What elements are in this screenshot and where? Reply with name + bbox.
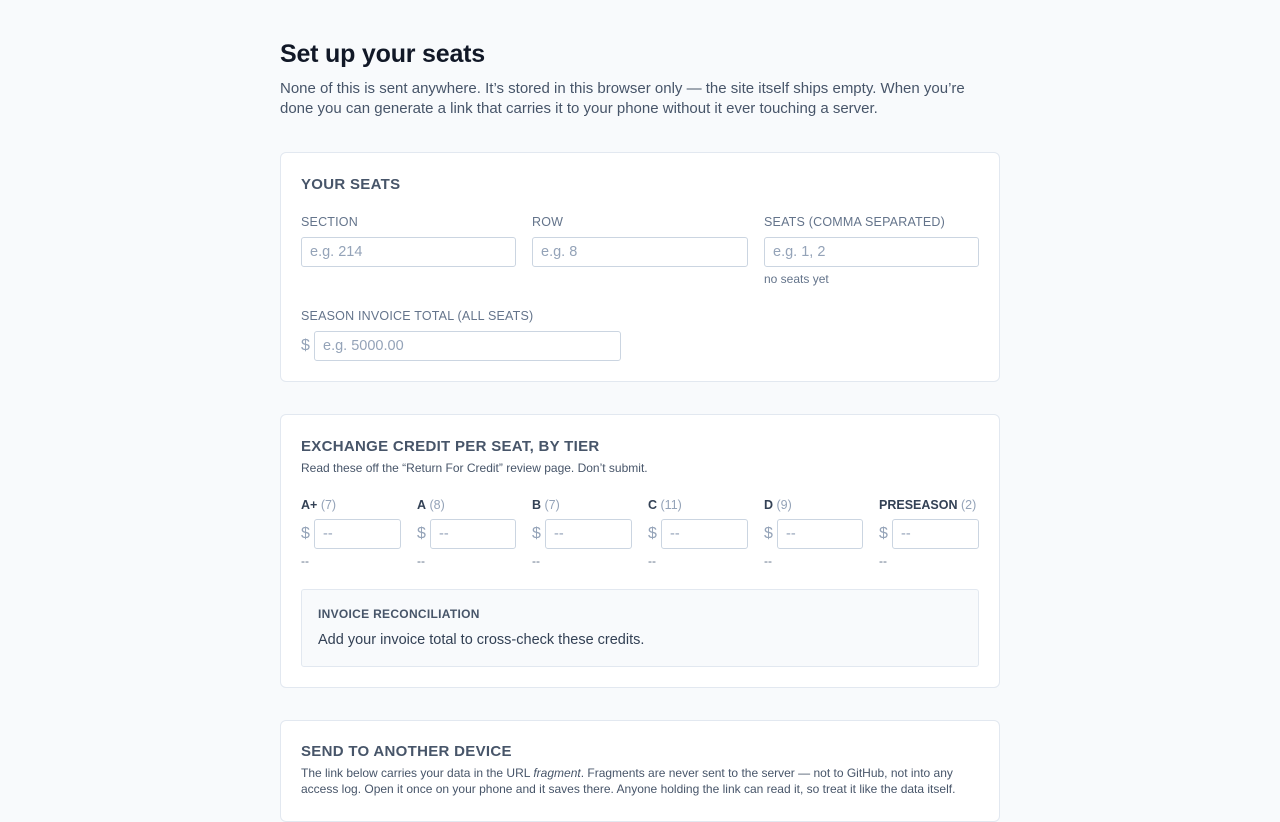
tier-label-d: [764, 498, 792, 512]
tier-label-c: [648, 498, 682, 512]
tier-dollar-sign: $: [648, 525, 657, 542]
exchange-credit-card: [280, 414, 1000, 688]
tier-a-plus-credit-input[interactable]: [314, 519, 401, 549]
invoice-reconciliation-message: Add your invoice total to cross-check these credits.: [318, 632, 645, 648]
send-device-desc-emphasis: fragment: [533, 766, 581, 780]
send-device-desc-end: . Fragments are never sent to the server — not to GitHub, not into any access log. Open it once on your phone and it saves there. Anyone holding the link can read it, so treat it like the data itself.: [301, 766, 956, 796]
send-device-card: [280, 720, 1000, 822]
section-label: SECTION: [301, 215, 358, 229]
tier-c-result: --: [648, 554, 656, 568]
tier-name: D: [764, 498, 774, 512]
tier-count: (7): [544, 498, 560, 512]
exchange-credit-subtitle: Read these off the “Return For Credit” review page. Don’t submit.: [301, 461, 648, 475]
tier-name: A+: [301, 498, 318, 512]
tier-dollar-sign: $: [417, 525, 426, 542]
seats-hint: no seats yet: [764, 272, 829, 286]
seats-input[interactable]: [764, 237, 979, 267]
row-input[interactable]: [532, 237, 748, 267]
invoice-total-input[interactable]: [314, 331, 621, 361]
tier-dollar-sign: $: [764, 525, 773, 542]
exchange-credit-heading: EXCHANGE CREDIT PER SEAT, BY TIER: [301, 438, 600, 455]
tier-a-plus-result: --: [301, 554, 309, 568]
tier-name: PRESEASON: [879, 498, 958, 512]
tier-a-credit-input[interactable]: [430, 519, 516, 549]
send-device-description: [301, 765, 981, 797]
tier-name: B: [532, 498, 542, 512]
send-device-desc-start: The link below carries your data in the URL: [301, 766, 534, 780]
seats-label: SEATS (COMMA SEPARATED): [764, 215, 946, 229]
tier-count: (8): [429, 498, 445, 512]
tier-d-credit-input[interactable]: [777, 519, 863, 549]
tier-b-result: --: [532, 554, 540, 568]
tier-a-result: --: [417, 554, 425, 568]
section-input[interactable]: [301, 237, 516, 267]
tier-label-a-plus: [301, 498, 336, 512]
tier-name: C: [648, 498, 658, 512]
row-label: ROW: [532, 215, 564, 229]
send-device-heading: SEND TO ANOTHER DEVICE: [301, 743, 512, 760]
your-seats-card: [280, 152, 1000, 382]
tier-label-preseason: [879, 498, 976, 512]
tier-count: (2): [960, 498, 977, 512]
tier-b-credit-input[interactable]: [545, 519, 632, 549]
tier-preseason-credit-input[interactable]: [892, 519, 979, 549]
invoice-reconciliation-heading: INVOICE RECONCILIATION: [318, 607, 480, 621]
tier-dollar-sign: $: [879, 525, 888, 542]
tier-count: (9): [776, 498, 792, 512]
tier-dollar-sign: $: [301, 525, 310, 542]
invoice-total-label: SEASON INVOICE TOTAL (ALL SEATS): [301, 309, 534, 323]
invoice-dollar-sign: $: [301, 337, 310, 354]
page-intro: None of this is sent anywhere. It’s stored in this browser only — the site itself ships empty. When you’re done you can generate a link that carries it to your phone without it ever touching a server.: [280, 80, 965, 117]
tier-d-result: --: [764, 554, 772, 568]
tier-dollar-sign: $: [532, 525, 541, 542]
page-title: Set up your seats: [280, 40, 485, 68]
tier-name: A: [417, 498, 427, 512]
tier-count: (7): [320, 498, 337, 512]
tier-c-credit-input[interactable]: [661, 519, 748, 549]
tier-count: (11): [660, 498, 682, 512]
your-seats-heading: YOUR SEATS: [301, 176, 401, 193]
invoice-reconciliation-panel: [301, 589, 979, 667]
tier-label-a: [417, 498, 445, 512]
tier-label-b: [532, 498, 560, 512]
tier-preseason-result: --: [879, 554, 887, 568]
